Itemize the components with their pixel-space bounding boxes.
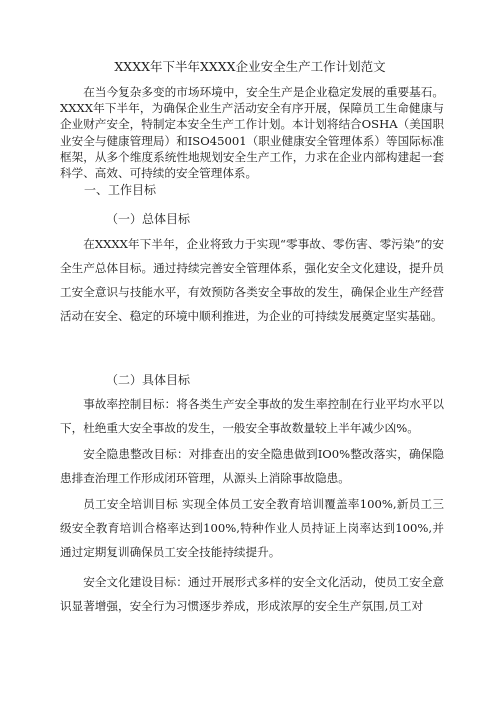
section-heading-work-goals: 一、工作目标: [84, 183, 157, 197]
safety-culture-goal-paragraph: 安全文化建设目标：通过开展形式多样的安全文化活动，使员工安全意识显著增强，安全行为习惯逐步养成，形成浓厚的安全生产氛围,员工对: [60, 575, 444, 613]
hazard-rectification-goal-paragraph: 安全隐患整改目标：对排查出的安全隐患做到IO0%整改落实，确保隐患排查治理工作形成闭环管理，从源头上消除事故隐患。: [60, 447, 444, 485]
subsection-heading-specific-goals: （二）具体目标: [106, 373, 191, 387]
overall-goal-paragraph: 在XXXX年下半年，企业将致力于实现“零事故、零伤害、零污染”的安全生产总体目标。通过持续完善安全管理体系，强化安全文化建设，提升员工安全意识与技能水平，有效预防各类安全事故的发生，确保企业生产经营活动在安全、稳定的环境中顺利推进，为企业的可持续发展奠定坚实基础。: [60, 237, 444, 323]
document-title: XXXX年下半年XXXX企业安全生产工作计划范文: [114, 59, 386, 74]
training-goal-paragraph: 员工安全培训目标 实现全体员工安全教育培训覆盖率100%,新员工三级安全教育培训合格率达到100%,特种作业人员持证上岗率达到100%,并通过定期复训确保员工安全技能持续提升。: [60, 497, 444, 559]
subsection-heading-overall-goal: （一）总体目标: [106, 212, 191, 226]
intro-paragraph: 在当今复杂多变的市场环境中，安全生产是企业稳定发展的重要基石。XXXX年下半年，为确保企业生产活动安全有序开展，保障员工生命健康与企业财产安全，特制定本安全生产工作计划。本计划将结合OSHA（美国职业安全与健康管理局）和ISO45001（职业健康安全管理体系）等国际标准框架，从多个维度系统性地规划安全生产工作，力求在企业内部构建起一套科学、高效、可持续的安全管理体系。: [60, 85, 444, 181]
accident-rate-goal-paragraph: 事故率控制目标：将各类生产安全事故的发生率控制在行业平均水平以下，杜绝重大安全事故的发生，一般安全事故数量较上半年减少凶%。: [60, 397, 444, 435]
